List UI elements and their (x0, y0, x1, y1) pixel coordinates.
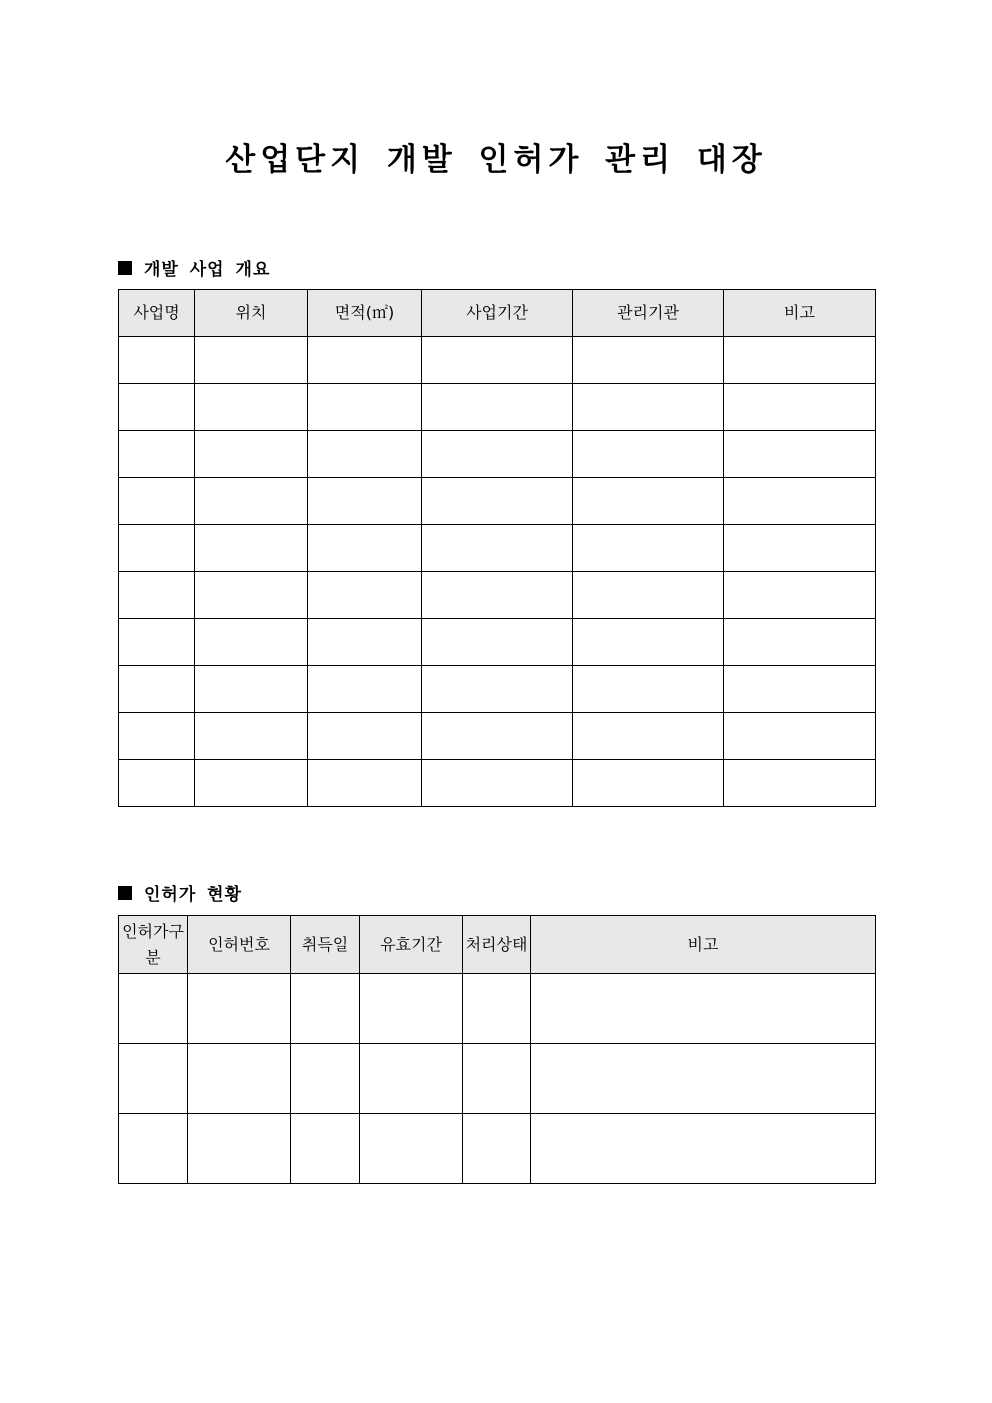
table-cell[interactable] (119, 760, 195, 807)
table-cell[interactable] (463, 1044, 531, 1114)
table-cell[interactable] (195, 572, 308, 619)
table-cell[interactable] (573, 713, 724, 760)
table-cell[interactable] (724, 431, 876, 478)
table-cell[interactable] (119, 666, 195, 713)
table-cell[interactable] (422, 431, 573, 478)
table-cell[interactable] (195, 431, 308, 478)
table-cell[interactable] (308, 666, 422, 713)
table-row (119, 713, 876, 760)
table-cell[interactable] (422, 384, 573, 431)
table-row (119, 572, 876, 619)
table-cell[interactable] (188, 974, 291, 1044)
table-cell[interactable] (291, 1044, 360, 1114)
table-cell[interactable] (531, 974, 876, 1044)
column-header-business-name: 사업명 (119, 290, 195, 337)
page-title: 산업단지 개발 인허가 관리 대장 (225, 142, 767, 178)
table-row (119, 666, 876, 713)
table-row (119, 760, 876, 807)
table-cell[interactable] (463, 1114, 531, 1184)
table-cell[interactable] (195, 760, 308, 807)
table-cell[interactable] (195, 525, 308, 572)
section-heading-overview (118, 255, 270, 280)
table-row (119, 478, 876, 525)
table-cell[interactable] (422, 619, 573, 666)
table-cell[interactable] (119, 974, 188, 1044)
column-header-processing-status: 처리상태 (463, 916, 531, 974)
table-row (119, 974, 876, 1044)
table-cell[interactable] (195, 619, 308, 666)
table-cell[interactable] (308, 525, 422, 572)
table-cell[interactable] (119, 478, 195, 525)
table-cell[interactable] (573, 384, 724, 431)
table-cell[interactable] (573, 666, 724, 713)
table-cell[interactable] (291, 1114, 360, 1184)
table-cell[interactable] (573, 431, 724, 478)
table-cell[interactable] (119, 431, 195, 478)
table-cell[interactable] (119, 619, 195, 666)
table-cell[interactable] (119, 337, 195, 384)
table-cell[interactable] (195, 384, 308, 431)
table-cell[interactable] (724, 666, 876, 713)
section-heading-label: 개발 사업 개요 (144, 260, 271, 280)
table-row (119, 431, 876, 478)
overview-table (118, 289, 876, 807)
table-cell[interactable] (308, 760, 422, 807)
table-cell[interactable] (308, 713, 422, 760)
table-cell[interactable] (308, 384, 422, 431)
column-header-managing-agency: 관리기관 (573, 290, 724, 337)
table-cell[interactable] (291, 974, 360, 1044)
table-cell[interactable] (360, 974, 463, 1044)
table-row (119, 619, 876, 666)
column-header-permit-number: 인허번호 (188, 916, 291, 974)
table-cell[interactable] (308, 431, 422, 478)
table-cell[interactable] (195, 337, 308, 384)
section-heading-label: 인허가 현황 (144, 885, 243, 905)
table-cell[interactable] (119, 572, 195, 619)
column-header-location: 위치 (195, 290, 308, 337)
table-cell[interactable] (573, 525, 724, 572)
table-cell[interactable] (724, 337, 876, 384)
column-header-area: 면적(㎡) (308, 290, 422, 337)
table-cell[interactable] (724, 760, 876, 807)
table-cell[interactable] (188, 1114, 291, 1184)
table-cell[interactable] (308, 337, 422, 384)
table-cell[interactable] (573, 572, 724, 619)
table-cell[interactable] (308, 572, 422, 619)
table-cell[interactable] (724, 478, 876, 525)
column-header-permit-type: 인허가구분 (119, 916, 188, 974)
table-cell[interactable] (724, 713, 876, 760)
table-cell[interactable] (422, 525, 573, 572)
column-header-remarks: 비고 (724, 290, 876, 337)
table-row (119, 384, 876, 431)
table-header-row (119, 916, 876, 974)
table-row (119, 1044, 876, 1114)
table-cell[interactable] (119, 384, 195, 431)
column-header-business-period: 사업기간 (422, 290, 573, 337)
table-cell[interactable] (422, 666, 573, 713)
table-cell[interactable] (573, 337, 724, 384)
table-cell[interactable] (308, 478, 422, 525)
table-cell[interactable] (573, 760, 724, 807)
table-cell[interactable] (573, 619, 724, 666)
table-cell[interactable] (360, 1044, 463, 1114)
table-cell[interactable] (573, 478, 724, 525)
table-cell[interactable] (724, 384, 876, 431)
table-cell[interactable] (463, 974, 531, 1044)
table-cell[interactable] (119, 525, 195, 572)
table-cell[interactable] (119, 1044, 188, 1114)
table-row (119, 525, 876, 572)
table-cell[interactable] (531, 1044, 876, 1114)
column-header-remarks: 비고 (531, 916, 876, 974)
table-cell[interactable] (422, 337, 573, 384)
table-cell[interactable] (422, 760, 573, 807)
column-header-validity-period: 유효기간 (360, 916, 463, 974)
table-cell[interactable] (195, 713, 308, 760)
table-cell[interactable] (422, 478, 573, 525)
section-heading-permits (118, 880, 242, 905)
table-row (119, 337, 876, 384)
table-cell[interactable] (724, 572, 876, 619)
permits-table (118, 915, 876, 1184)
table-header-row (119, 290, 876, 337)
black-square-icon (118, 886, 132, 900)
column-header-acquisition-date: 취득일 (291, 916, 360, 974)
table-cell[interactable] (724, 525, 876, 572)
table-cell[interactable] (360, 1114, 463, 1184)
table-cell[interactable] (188, 1044, 291, 1114)
table-cell[interactable] (724, 619, 876, 666)
table-row (119, 1114, 876, 1184)
table-cell[interactable] (195, 666, 308, 713)
table-cell[interactable] (422, 713, 573, 760)
table-cell[interactable] (119, 1114, 188, 1184)
table-cell[interactable] (308, 619, 422, 666)
table-cell[interactable] (531, 1114, 876, 1184)
table-cell[interactable] (119, 713, 195, 760)
table-cell[interactable] (195, 478, 308, 525)
black-square-icon (118, 261, 132, 275)
table-cell[interactable] (422, 572, 573, 619)
